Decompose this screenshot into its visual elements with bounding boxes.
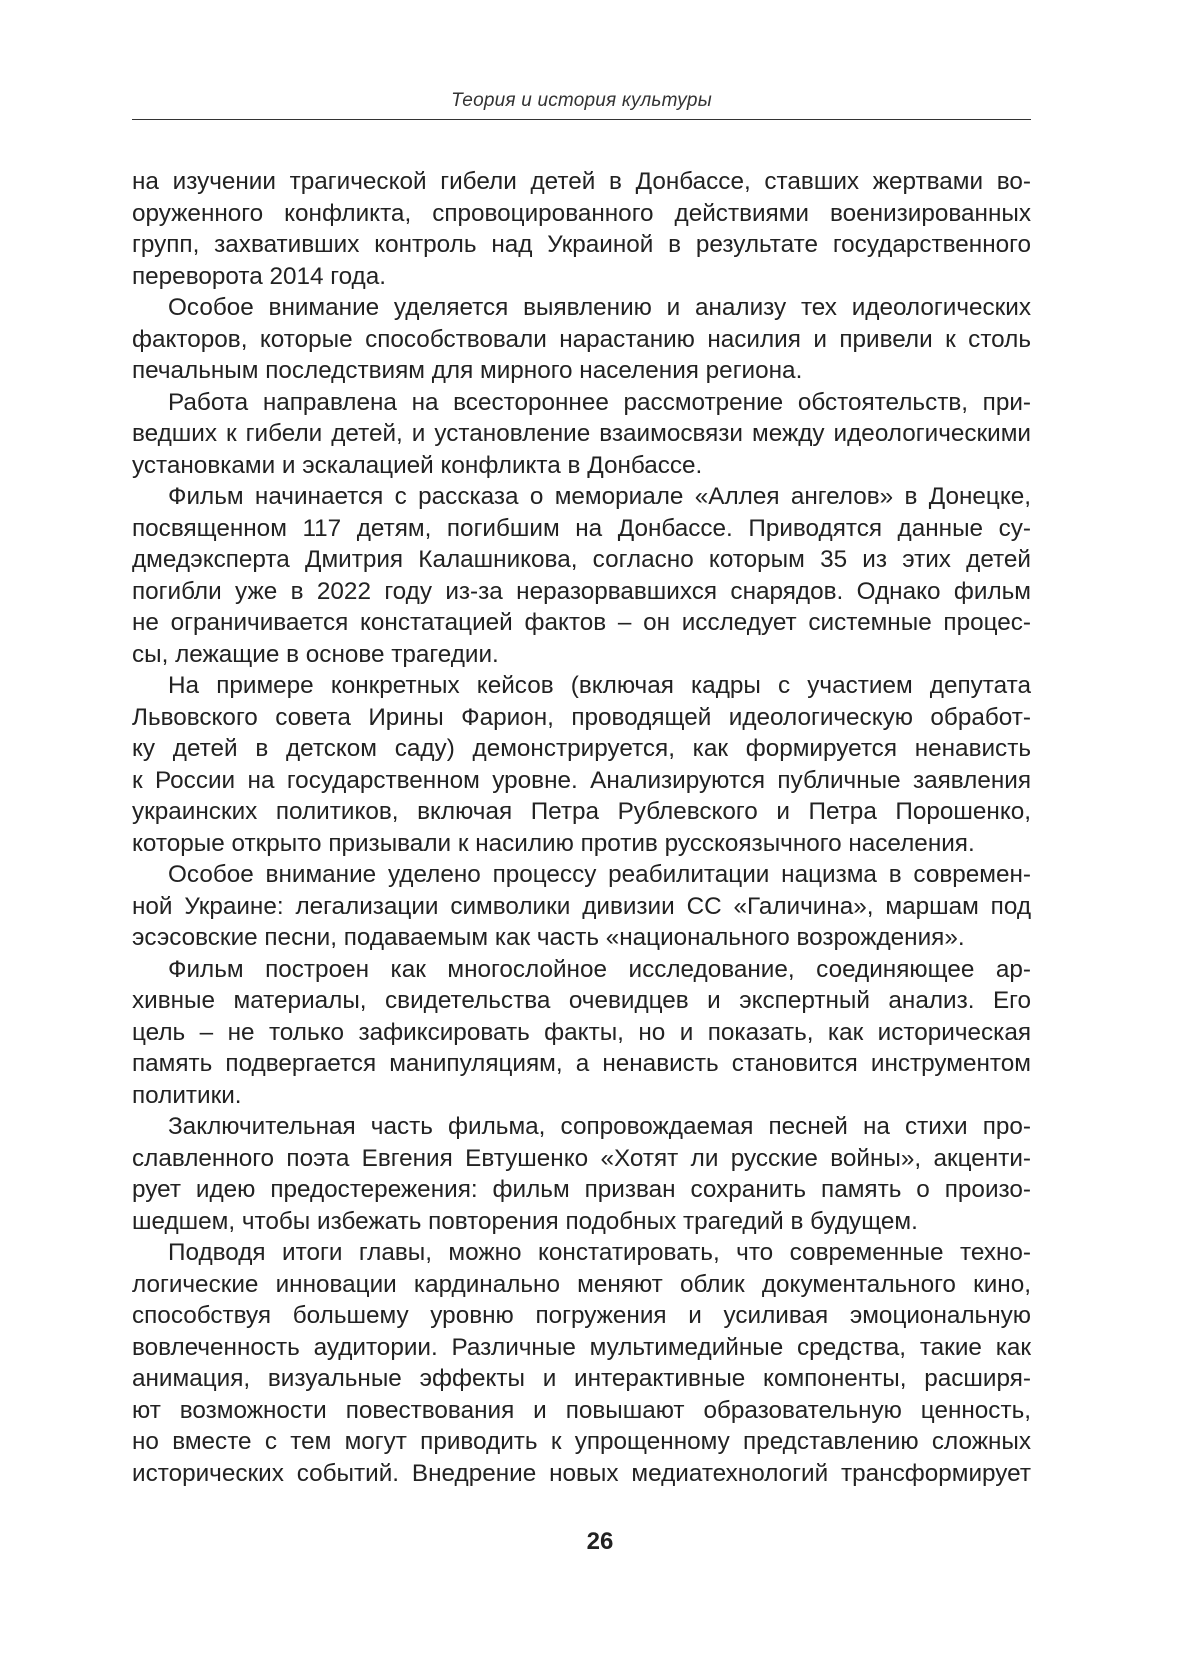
text-line: шедшем, чтобы избежать повторения подобных трагедий в будущем. xyxy=(132,1207,918,1235)
text-line: которые открыто призывали к насилию против русскоязычного населения. xyxy=(132,829,975,857)
text-line: но вместе с тем могут приводить к упрощенному представлению сложных xyxy=(132,1428,1031,1455)
text-line: украинских политиков, включая Петра Рублевского и Петра Порошенко, xyxy=(132,798,1031,825)
text-line: Работа направлена на всестороннее рассмотрение обстоятельств, при- xyxy=(168,388,1031,416)
paragraph xyxy=(132,859,1031,954)
body-text xyxy=(132,166,1031,1489)
paragraph xyxy=(132,954,1031,1112)
text-line: Заключительная часть фильма, сопровождаемая песней на стихи про- xyxy=(168,1113,1031,1140)
text-line: память подвергается манипуляциям, а ненависть становится инструментом xyxy=(132,1050,1031,1077)
text-line: сы, лежащие в основе трагедии. xyxy=(132,640,499,668)
text-line: Особое внимание уделено процессу реабилитации нацизма в современ- xyxy=(168,861,1031,888)
text-line: способствуя большему уровню погружения и усиливая эмоциональную xyxy=(132,1302,1031,1329)
paragraph xyxy=(132,166,1031,292)
running-header: Теория и история культуры xyxy=(451,90,712,111)
text-line: печальным последствиям для мирного населения региона. xyxy=(132,357,803,384)
text-line: славленного поэта Евгения Евтушенко «Хотят ли русские войны», акценти- xyxy=(132,1144,1031,1172)
text-line: не ограничивается констатацией фактов – он исследует системные процес- xyxy=(132,609,1031,636)
text-line: погибли уже в 2022 году из-за неразорвавшихся снарядов. Однако фильм xyxy=(132,577,1031,605)
text-line: политики. xyxy=(132,1081,242,1109)
text-line: групп, захвативших контроль над Украиной в результате государственного xyxy=(132,231,1031,258)
paragraph xyxy=(132,1237,1031,1489)
text-line: оруженного конфликта, спровоцированного действиями военизированных xyxy=(132,199,1031,227)
paragraph xyxy=(132,1111,1031,1237)
text-line: посвященном 117 детям, погибшим на Донбассе. Приводятся данные су- xyxy=(132,514,1031,542)
text-line: рует идею предостережения: фильм призван сохранить память о произо- xyxy=(132,1176,1031,1203)
paragraph xyxy=(132,670,1031,859)
header-divider xyxy=(132,119,1031,120)
text-line: Подводя итоги главы, можно констатировать, что современные техно- xyxy=(168,1239,1031,1266)
paragraph xyxy=(132,481,1031,670)
text-line: эсэсовские песни, подаваемым как часть «национального возрождения». xyxy=(132,924,965,951)
text-line: Львовского совета Ирины Фарион, проводящей идеологическую обработ- xyxy=(132,703,1031,731)
text-line: Фильм построен как многослойное исследование, соединяющее ар- xyxy=(168,955,1031,983)
paragraph xyxy=(132,387,1031,482)
paragraph xyxy=(132,292,1031,387)
text-line: факторов, которые способствовали нарастанию насилия и привели к столь xyxy=(132,325,1031,353)
text-line: логические инновации кардинально меняют облик документального кино, xyxy=(132,1270,1031,1298)
text-line: ведших к гибели детей, и установление взаимосвязи между идеологическими xyxy=(132,420,1031,447)
text-line: Особое внимание уделяется выявлению и анализу тех идеологических xyxy=(168,294,1031,321)
text-line: цель – не только зафиксировать факты, но и показать, как историческая xyxy=(132,1018,1031,1046)
text-line: На примере конкретных кейсов (включая кадры с участием депутата xyxy=(168,672,1031,699)
text-line: ной Украине: легализации символики дивизии СС «Галичина», маршам под xyxy=(132,892,1031,920)
text-line: ют возможности повествования и повышают образовательную ценность, xyxy=(132,1396,1031,1424)
text-line: переворота 2014 года. xyxy=(132,262,387,290)
text-line: дмедэксперта Дмитрия Калашникова, согласно которым 35 из этих детей xyxy=(132,546,1031,573)
text-line: на изучении трагической гибели детей в Донбассе, ставших жертвами во- xyxy=(132,168,1031,195)
text-line: ку детей в детском саду) демонстрируется, как формируется ненависть xyxy=(132,735,1031,762)
text-line: вовлеченность аудитории. Различные мультимедийные средства, такие как xyxy=(132,1333,1031,1361)
text-line: хивные материалы, свидетельства очевидцев и экспертный анализ. Его xyxy=(132,987,1031,1014)
text-line: анимация, визуальные эффекты и интерактивные компоненты, расширя- xyxy=(132,1365,1031,1392)
text-line: исторических событий. Внедрение новых медиатехнологий трансформирует xyxy=(132,1459,1031,1487)
text-line: Фильм начинается с рассказа о мемориале «Аллея ангелов» в Донецке, xyxy=(168,483,1031,510)
page-number: 26 xyxy=(586,1528,614,1555)
text-line: установками и эскалацией конфликта в Донбассе. xyxy=(132,451,703,479)
text-line: к России на государственном уровне. Анализируются публичные заявления xyxy=(132,766,1031,794)
